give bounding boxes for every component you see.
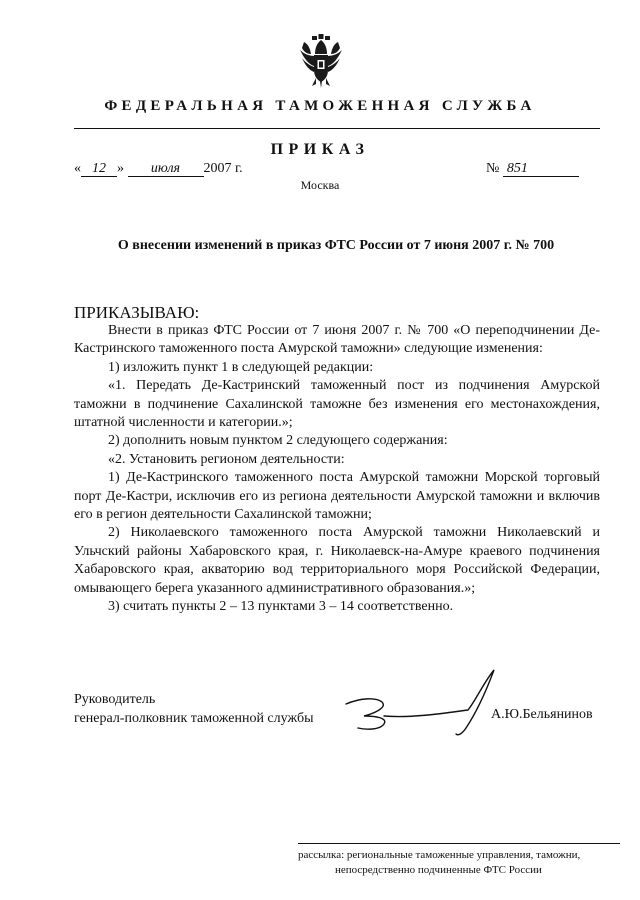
signatory-name: А.Ю.Бельянинов (491, 707, 593, 722)
signatory-rank: генерал-полковник таможенной службы (74, 711, 314, 726)
order-body (74, 322, 600, 617)
paragraph: «2. Установить регионом деятельности: (108, 451, 345, 467)
paragraph: Внести в приказ ФТС России от 7 июня 2007 г. № 700 «О переподчинении Де-Кастринского таможенного поста Амурской таможни» следующие изменения: (74, 323, 600, 357)
agency-name: ФЕДЕРАЛЬНАЯ ТАМОЖЕННАЯ СЛУЖБА (104, 98, 536, 114)
date-day: 12 (81, 161, 117, 177)
paragraph: 2) дополнить новым пунктом 2 следующего содержания: (108, 433, 448, 449)
number-label: № (486, 161, 500, 176)
number-value: 851 (503, 161, 579, 177)
document-title: О внесении изменений в приказ ФТС России от 7 июня 2007 г. № 700 (117, 238, 555, 253)
date-close-quote: » (117, 161, 124, 176)
paragraph: 2) Николаевского таможенного поста Амурской таможни Николаевский и Ульчский районы Хабаровского края, г. Николаевск-на-Амуре краевого подчинения Хабаровского края, акваторию вод территориального моря Российской Федерации, омывающего берега указанного административного образования.»; (74, 525, 600, 596)
distribution-list-line: непосредственно подчиненные ФТС России (335, 864, 542, 876)
handwritten-signature (340, 664, 500, 744)
order-word: ПРИКАЗЫВАЮ: (74, 303, 200, 322)
city: Москва (300, 178, 340, 192)
date-year: 2007 г. (203, 161, 243, 176)
order-number (486, 161, 579, 177)
header-rule (74, 128, 600, 129)
paragraph: 3) считать пункты 2 – 13 пунктами 3 – 14 соответственно. (108, 599, 454, 615)
order-date (74, 161, 243, 177)
signatory-title (74, 690, 313, 728)
date-month: июля (128, 161, 204, 177)
paragraph: 1) изложить пункт 1 в следующей редакции: (108, 359, 374, 375)
document-type: ПРИКАЗ (270, 141, 370, 158)
paragraph: 1) Де-Кастринского таможенного поста Амурской таможни Морской торговый порт Де-Кастри, исключив его из региона деятельности Амурской таможни и включив его в регион деятельности Сахалинской таможни; (74, 470, 600, 523)
distribution-rule (298, 843, 620, 844)
paragraph: «1. Передать Де-Кастринский таможенный пост из подчинения Амурской таможни в подчинение Сахалинской таможне без изменения его местонахождения, штатной численности и категории.»; (74, 378, 600, 431)
signatory-position: Руководитель (74, 692, 156, 707)
date-open-quote: « (74, 161, 81, 176)
distribution-list-line: рассылка: региональные таможенные управления, таможни, (298, 849, 581, 861)
double-headed-eagle-icon (298, 34, 344, 88)
